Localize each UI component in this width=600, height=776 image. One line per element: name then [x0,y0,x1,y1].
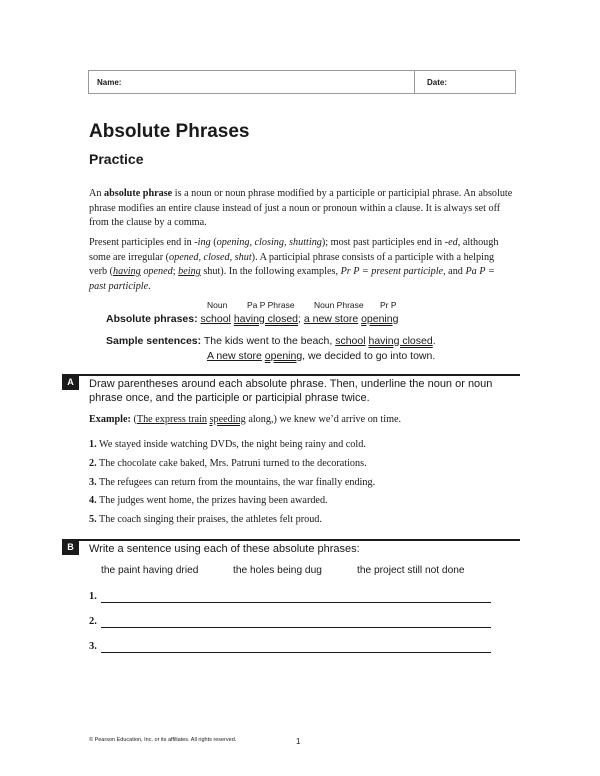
page-title: Absolute Phrases [89,121,250,142]
sample-sentences-line-2: A new store opening, we decided to go into town. [207,350,436,362]
intro-paragraph-2: Present participles end in -ing (opening, closing, shutting); most past participles end in -ed, although some are irregular (opened, closed, shut). A participial phrase consists of a participle with a helping verb (having opened; being shut). In the following examples, Pr P = present participle, and Pa P = past participle. [89,237,499,292]
section-b-instruction: Write a sentence using each of these absolute phrases: [89,543,360,555]
sample-sentences-line-1: Sample sentences: The kids went to the beach, school having closed. [106,335,436,347]
section-a-instruction: Draw parentheses around each absolute phrase. Then, underline the noun or noun phrase once, and the participle or participial phrase twice. [89,378,493,404]
section-a-badge: A [62,374,79,390]
answer-line-number: 3. [89,641,97,652]
exercise-item-4: 4. The judges went home, the prizes having been awarded. [89,495,328,506]
answer-line-3[interactable] [89,641,491,655]
section-a-rule [62,374,520,376]
answer-line-rule [101,652,491,653]
absolute-phrases-example: Absolute phrases: school having closed; a new store opening [106,313,399,325]
exercise-item-3: 3. The refugees can return from the mountains, the war finally ending. [89,477,376,488]
name-date-box [88,70,516,94]
date-label: Date: [427,78,448,87]
name-label: Name: [97,78,122,87]
page-number: 1 [296,737,301,746]
section-a-example: Example: (The express train speeding along,) we knew we’d arrive on time. [89,414,402,425]
exercise-item-1: 1. We stayed inside watching DVDs, the night being rainy and cold. [89,439,366,450]
phrase-option-1: the paint having dried [101,565,199,576]
label-noun-phrase: Noun Phrase [314,300,364,310]
phrase-option-3: the project still not done [357,565,465,576]
exercise-item-5: 5. The coach singing their praises, the athletes felt proud. [89,514,322,525]
page-subtitle: Practice [89,151,144,167]
answer-line-1[interactable] [89,591,491,605]
answer-line-rule [101,627,491,628]
label-noun: Noun [207,300,228,310]
name-field[interactable] [89,71,415,93]
intro-paragraph-1: An absolute phrase is a noun or noun phrase modified by a participle or participial phrase. An absolute phrase modifies an entire clause instead of just a noun or pronoun within a clause. It is always set off from the clause by a comma. [89,188,513,228]
copyright-footer: © Pearson Education, Inc. or its affiliates. All rights reserved. [89,737,237,743]
phrase-option-2: the holes being dug [233,565,322,576]
exercise-item-2: 2. The chocolate cake baked, Mrs. Patruni turned to the decorations. [89,458,367,469]
answer-line-2[interactable] [89,616,491,630]
label-present-participle: Pr P [380,300,397,310]
answer-line-rule [101,602,491,603]
label-past-participle-phrase: Pa P Phrase [247,300,295,310]
section-b-rule [62,539,520,541]
section-b-badge: B [62,539,79,555]
answer-line-number: 2. [89,616,97,627]
answer-line-number: 1. [89,591,97,602]
